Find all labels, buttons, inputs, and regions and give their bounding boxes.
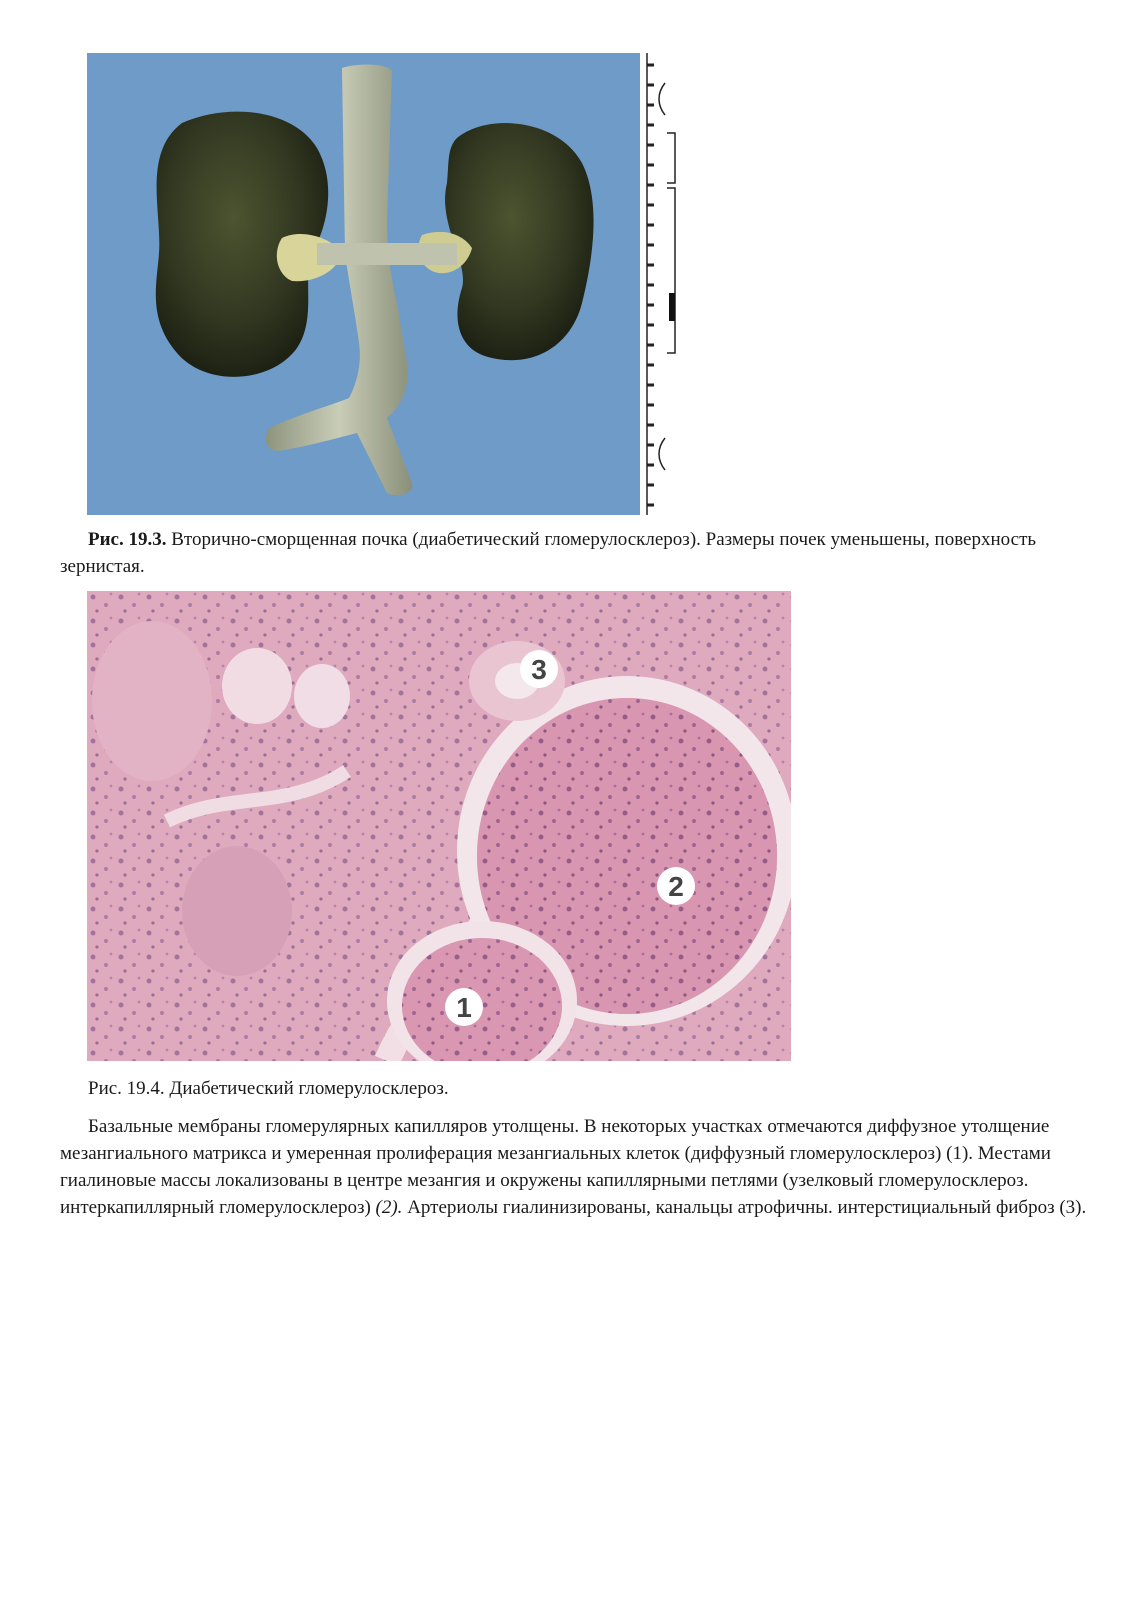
marker-2: [657, 867, 695, 905]
marker-3-label: 3: [531, 654, 547, 685]
figure-19-3-text: Вторично-сморщенная почка (диабетический гломерулосклероз). Размеры почек уменьшены, поверхность зернистая.: [60, 529, 1037, 577]
body-paragraph: [60, 1113, 1090, 1221]
figure-19-4-caption: Рис. 19.4. Диабетический гломерулосклероз.: [88, 1078, 449, 1099]
marker-2-label: 2: [668, 871, 684, 902]
kidney-photo: [87, 53, 700, 515]
marker-1-label: 1: [456, 992, 472, 1023]
marker-1: [445, 988, 483, 1026]
marker-3: [520, 650, 558, 688]
histology-micrograph: [87, 591, 791, 1061]
figure-19-3-caption: [60, 526, 1070, 580]
body-text-1: Базальные мембраны гломерулярных капилляров утолщены. В некоторых участках отмечаются диффузное утолщение мезангиального матрикса и умеренная пролиферация мезангиальных клеток (диффузный гломерулосклероз) (1). Местами гиалиновые массы локализованы в центре мезангия и окружены капиллярными петлями (узелковый гломерулосклероз. интеркапиллярный гломерулосклероз): [60, 1116, 1051, 1218]
body-text-2: Артериолы гиалинизированы, канальцы атрофичны. интерстициальный фиброз (3).: [402, 1197, 1087, 1218]
figure-19-3-label: Рис. 19.3.: [88, 529, 167, 550]
body-text-italic: (2).: [375, 1197, 403, 1218]
